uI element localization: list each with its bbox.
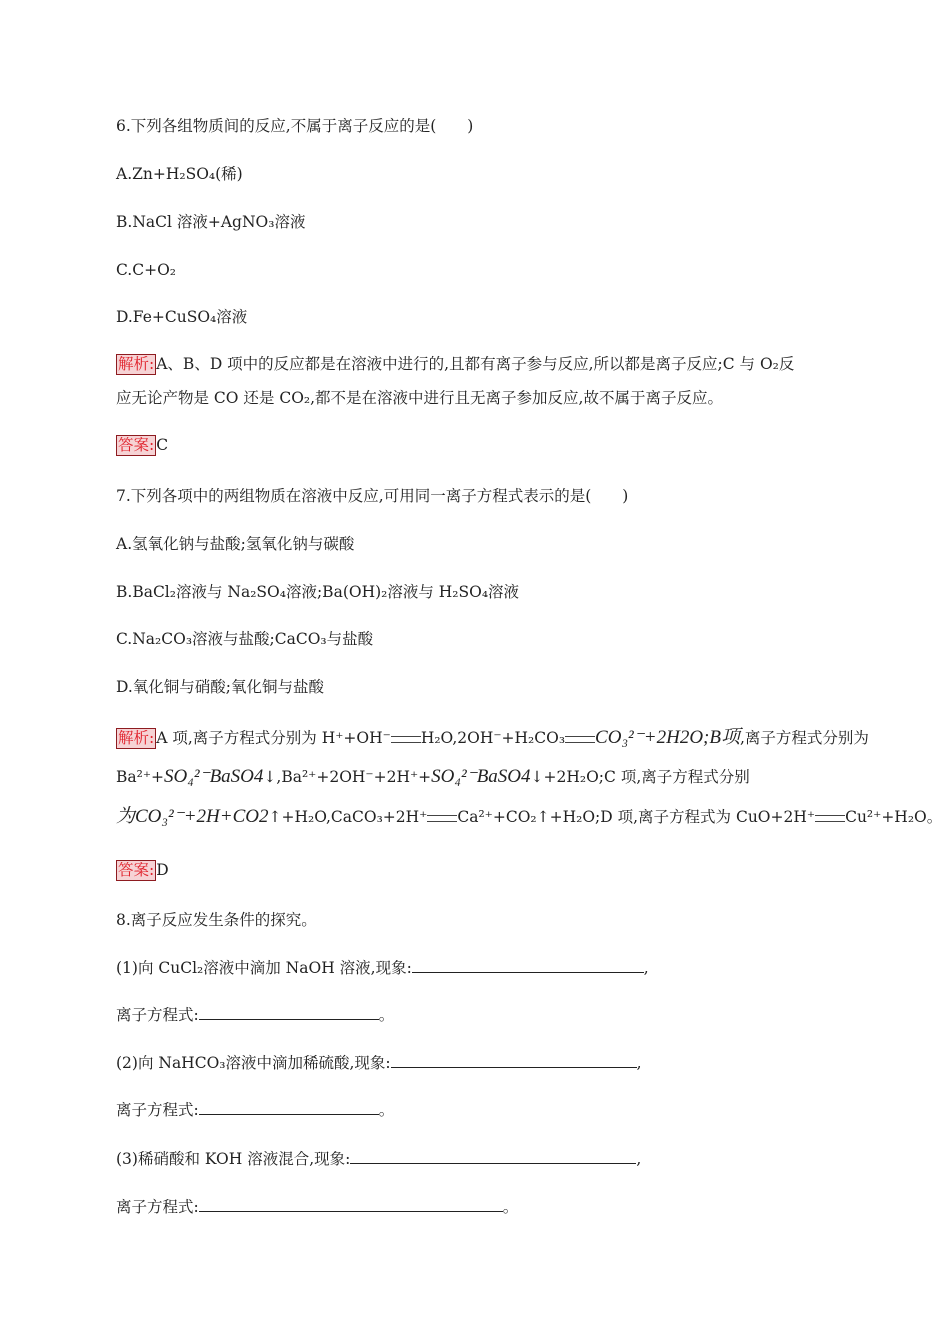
answer-tag: 答案: (118, 436, 155, 454)
q7-analysis-line3 (116, 805, 943, 829)
q7-analysis-line1 (116, 726, 869, 750)
q7-a3-math: 为CO₃²⁻+2H+CO2 (116, 806, 269, 827)
q7-option-b: B.BaCl₂溶液与 Na₂SO₄溶液;Ba(OH)₂溶液与 H₂SO₄溶液 (116, 583, 520, 601)
q7-option-d: D.氧化铜与硝酸;氧化铜与盐酸 (116, 678, 325, 696)
punct: 。 (378, 1006, 395, 1024)
q8-part1-eq (116, 1003, 840, 1027)
q8-part3-eq (116, 1195, 840, 1219)
q7-a2-math2: SO₄²⁻BaSO4 (431, 766, 531, 787)
q7-a3-part3: Cu²⁺+H₂O。 (845, 808, 943, 826)
q8-part2-text: (2)向 NaHCO₃溶液中滴加稀硫酸,现象: (116, 1054, 391, 1072)
blank-field[interactable] (350, 1147, 636, 1164)
q6-answer-value: C (156, 436, 169, 454)
q8-part2 (116, 1051, 840, 1075)
equals-sign (391, 736, 421, 743)
analysis-tag: 解析: (118, 355, 155, 373)
punct: 。 (502, 1198, 519, 1216)
q6-stem: 6.下列各组物质间的反应,不属于离子反应的是( ) (116, 117, 474, 135)
punct: 。 (378, 1101, 395, 1119)
q8-part1-text: (1)向 CuCl₂溶液中滴加 NaOH 溶液,现象: (116, 959, 412, 977)
q6-option-a: A.Zn+H₂SO₄(稀) (116, 165, 243, 183)
q6-analysis-text1: A、B、D 项中的反应都是在溶液中进行的,且都有离子参与反应,所以都是离子反应;C 与 O₂反 (156, 355, 795, 373)
analysis-tag: 解析: (118, 729, 155, 747)
q7-a2-part1: Ba²⁺+ (116, 768, 165, 786)
equals-sign (815, 815, 845, 822)
q7-a1-math: CO₃²⁻+2H2O;B项 (595, 727, 740, 748)
blank-field[interactable] (391, 1051, 637, 1068)
q7-a2-part2: ↓,Ba²⁺+2OH⁻+2H⁺+ (263, 768, 432, 786)
q6-option-c: C.C+O₂ (116, 261, 177, 279)
q7-answer (116, 858, 840, 882)
q7-a1-part1: A 项,离子方程式分别为 H⁺+OH⁻ (156, 729, 391, 747)
q7-stem: 7.下列各项中的两组物质在溶液中反应,可用同一离子方程式表示的是( ) (116, 487, 629, 505)
punct: , (643, 959, 649, 977)
answer-tag: 答案: (118, 861, 155, 879)
blank-field[interactable] (412, 956, 644, 973)
blank-field[interactable] (199, 1098, 379, 1115)
q7-a1-part2: H₂O,2OH⁻+H₂CO₃ (420, 729, 566, 747)
q6-analysis-line1 (116, 352, 840, 376)
q7-a2-part3: ↓+2H₂O;C 项,离子方程式分别 (530, 768, 750, 786)
equals-sign (565, 736, 595, 743)
q8-eq-label: 离子方程式: (116, 1101, 199, 1119)
q6-analysis-line2: 应无论产物是 CO 还是 CO₂,都不是在溶液中进行且无离子参加反应,故不属于离子反应。 (116, 389, 723, 407)
q8-part2-eq (116, 1098, 840, 1122)
q7-answer-value: D (156, 861, 169, 879)
blank-field[interactable] (199, 1003, 379, 1020)
blank-field[interactable] (199, 1195, 503, 1212)
q7-a3-part2: Ca²⁺+CO₂↑+H₂O;D 项,离子方程式为 CuO+2H⁺ (457, 808, 816, 826)
q6-answer (116, 433, 840, 457)
q6-option-d: D.Fe+CuSO₄溶液 (116, 308, 248, 326)
q7-a1-part3: ,离子方程式分别为 (739, 729, 869, 747)
q7-analysis-line2 (116, 765, 840, 789)
punct: , (636, 1150, 642, 1168)
q8-part1 (116, 956, 840, 980)
equals-sign (427, 815, 457, 822)
q7-option-c: C.Na₂CO₃溶液与盐酸;CaCO₃与盐酸 (116, 630, 374, 648)
punct: , (636, 1054, 642, 1072)
q8-part3 (116, 1147, 840, 1171)
q8-part3-text: (3)稀硝酸和 KOH 溶液混合,现象: (116, 1150, 351, 1168)
q7-a3-part1: ↑+H₂O,CaCO₃+2H⁺ (268, 808, 428, 826)
q7-option-a: A.氢氧化钠与盐酸;氢氧化钠与碳酸 (116, 535, 355, 553)
q8-eq-label: 离子方程式: (116, 1006, 199, 1024)
q8-stem: 8.离子反应发生条件的探究。 (116, 911, 317, 929)
q7-a2-math1: SO₄²⁻BaSO4 (164, 766, 264, 787)
q8-eq-label: 离子方程式: (116, 1198, 199, 1216)
q6-option-b: B.NaCl 溶液+AgNO₃溶液 (116, 213, 306, 231)
